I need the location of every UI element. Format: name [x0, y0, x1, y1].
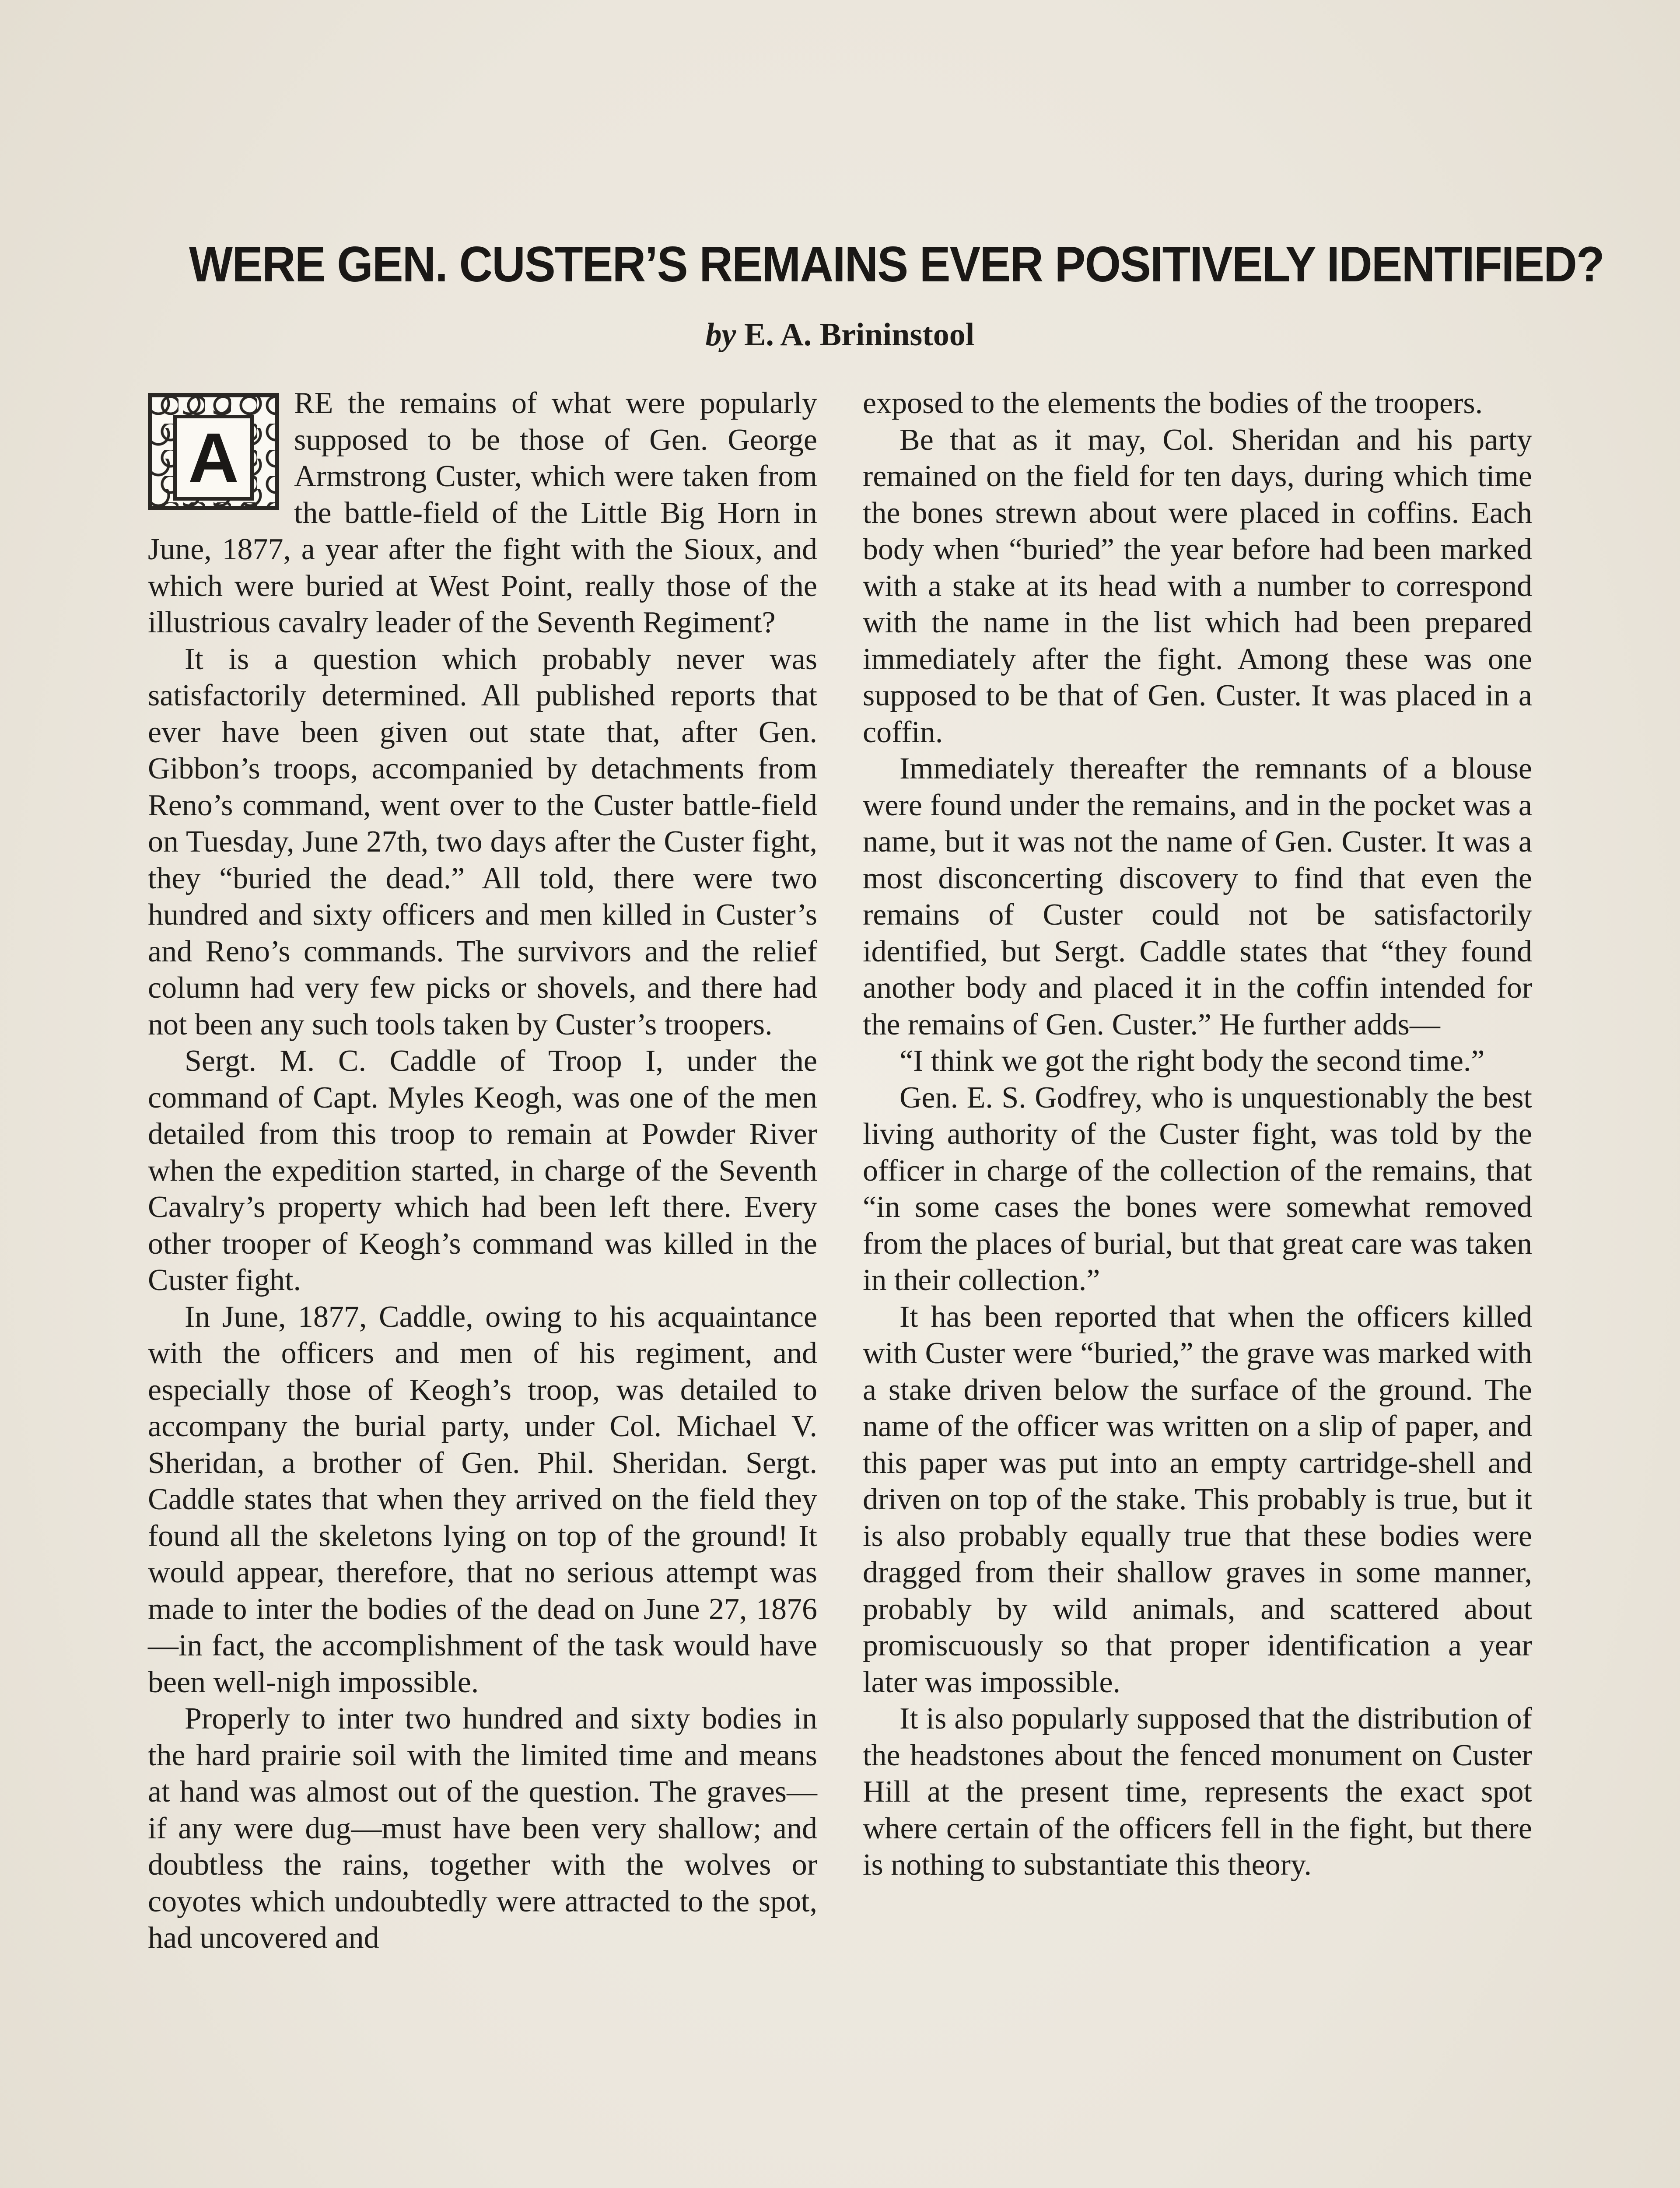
paragraph: It is a question which probably never was satisfactorily determined. All published reports that ever have been given out state that, after Gen. Gibbon’s troops, accompanied by detachments from Reno’s command, went over to the Custer battle-field on Tuesday, June 27th, two days after the Custer fight, they “buried the dead.” All told, there were two hundred and sixty officers and men killed in Custer’s and Reno’s commands. The survivors and the relief column had very few picks or shovels, and there had not been any such tools taken by Custer’s troopers.: [148, 642, 817, 1041]
ornamental-drop-cap: [148, 393, 279, 510]
paragraph: It has been reported that when the officers killed with Custer were “buried,” the grave was marked with a stake driven below the surface of the ground. The name of the officer was written on a slip of paper, and this paper was put into an empty cartridge-shell and driven on top of the stake. This probably is true, but it is also probably equally true that these bodies were dragged from their shallow graves in some manner, probably by wild animals, and scattered about promiscuously so that proper identification a year later was impossible.: [863, 1300, 1532, 1699]
article-title: WERE GEN. CUSTER’S REMAINS EVER POSITIVELY IDENTIFIED?: [189, 237, 1604, 292]
byline-prefix: by: [705, 317, 736, 353]
paragraph: Gen. E. S. Godfrey, who is unquestionably the best living authority of the Custer fight, was told by the officer in charge of the collection of the remains, that “in some cases the bones were somewhat removed from the places of burial, but that great care was taken in their collection.”: [863, 1080, 1532, 1297]
paragraph: In June, 1877, Caddle, owing to his acquaintance with the officers and men of his regiment, and especially those of Keogh’s troop, was detailed to accompany the burial party, under Col. Michael V. Sheridan, a brother of Gen. Phil. Sheridan. Sergt. Caddle states that when they arrived on the field they found all the skeletons lying on top of the ground! It would appear, therefore, that no serious attempt was made to inter the bodies of the dead on June 27, 1876—in fact, the accomplishment of the task would have been well-nigh impossible.: [148, 1300, 817, 1699]
paragraph: Properly to inter two hundred and sixty bodies in the hard prairie soil with the limited time and means at hand was almost out of the question. The graves—if any were dug—must have been very shallow; and doubtless the rains, together with the wolves or coyotes which undoubtedly were attracted to the spot, had uncovered and: [148, 1702, 817, 1955]
paragraph: Be that as it may, Col. Sheridan and his party remained on the field for ten days, during which time the bones strewn about were placed in coffins. Each body when “buried” the year before had been marked with a stake at its head with a number to correspond with the name in the list which had been prepared immediately after the fight. Among these was one supposed to be that of Gen. Custer. It was placed in a coffin.: [863, 423, 1532, 749]
drop-cap-letter: A: [173, 415, 254, 501]
right-column: [863, 385, 1532, 2188]
paragraph: Immediately thereafter the remnants of a blouse were found under the remains, and in the pocket was a name, but it was not the name of Gen. Custer. It was a most disconcerting discovery to find that even the remains of Custer could not be satisfactorily identified, but Sergt. Caddle states that “they found another body and placed it in the coffin intended for the remains of Gen. Custer.” He further adds—: [863, 752, 1532, 1041]
byline-author: E. A. Brininstool: [744, 317, 975, 353]
left-column: [148, 385, 817, 2188]
paragraph: Sergt. M. C. Caddle of Troop I, under the command of Capt. Myles Keogh, was one of the men detailed from this troop to remain at Powder River when the expedition started, in charge of the Seventh Cavalry’s property which had been left there. Every other trooper of Keogh’s command was killed in the Custer fight.: [148, 1044, 817, 1297]
paragraph: exposed to the elements the bodies of the troopers.: [863, 386, 1483, 420]
paragraph: RE the remains of what were popularly supposed to be those of Gen. George Armstrong Custer, which were taken from the battle-field of the Little Big Horn in June, 1877, a year after the fight with the Sioux, and which were buried at West Point, really those of the illustrious cavalry leader of the Seventh Regiment?: [148, 386, 817, 639]
paragraph: It is also popularly supposed that the distribution of the headstones about the fenced monument on Custer Hill at the present time, represents the exact spot where certain of the officers fell in the fight, but there is nothing to substantiate this theory.: [863, 1702, 1532, 1882]
paragraph: “I think we got the right body the second time.”: [900, 1044, 1485, 1078]
byline: [140, 315, 1540, 354]
